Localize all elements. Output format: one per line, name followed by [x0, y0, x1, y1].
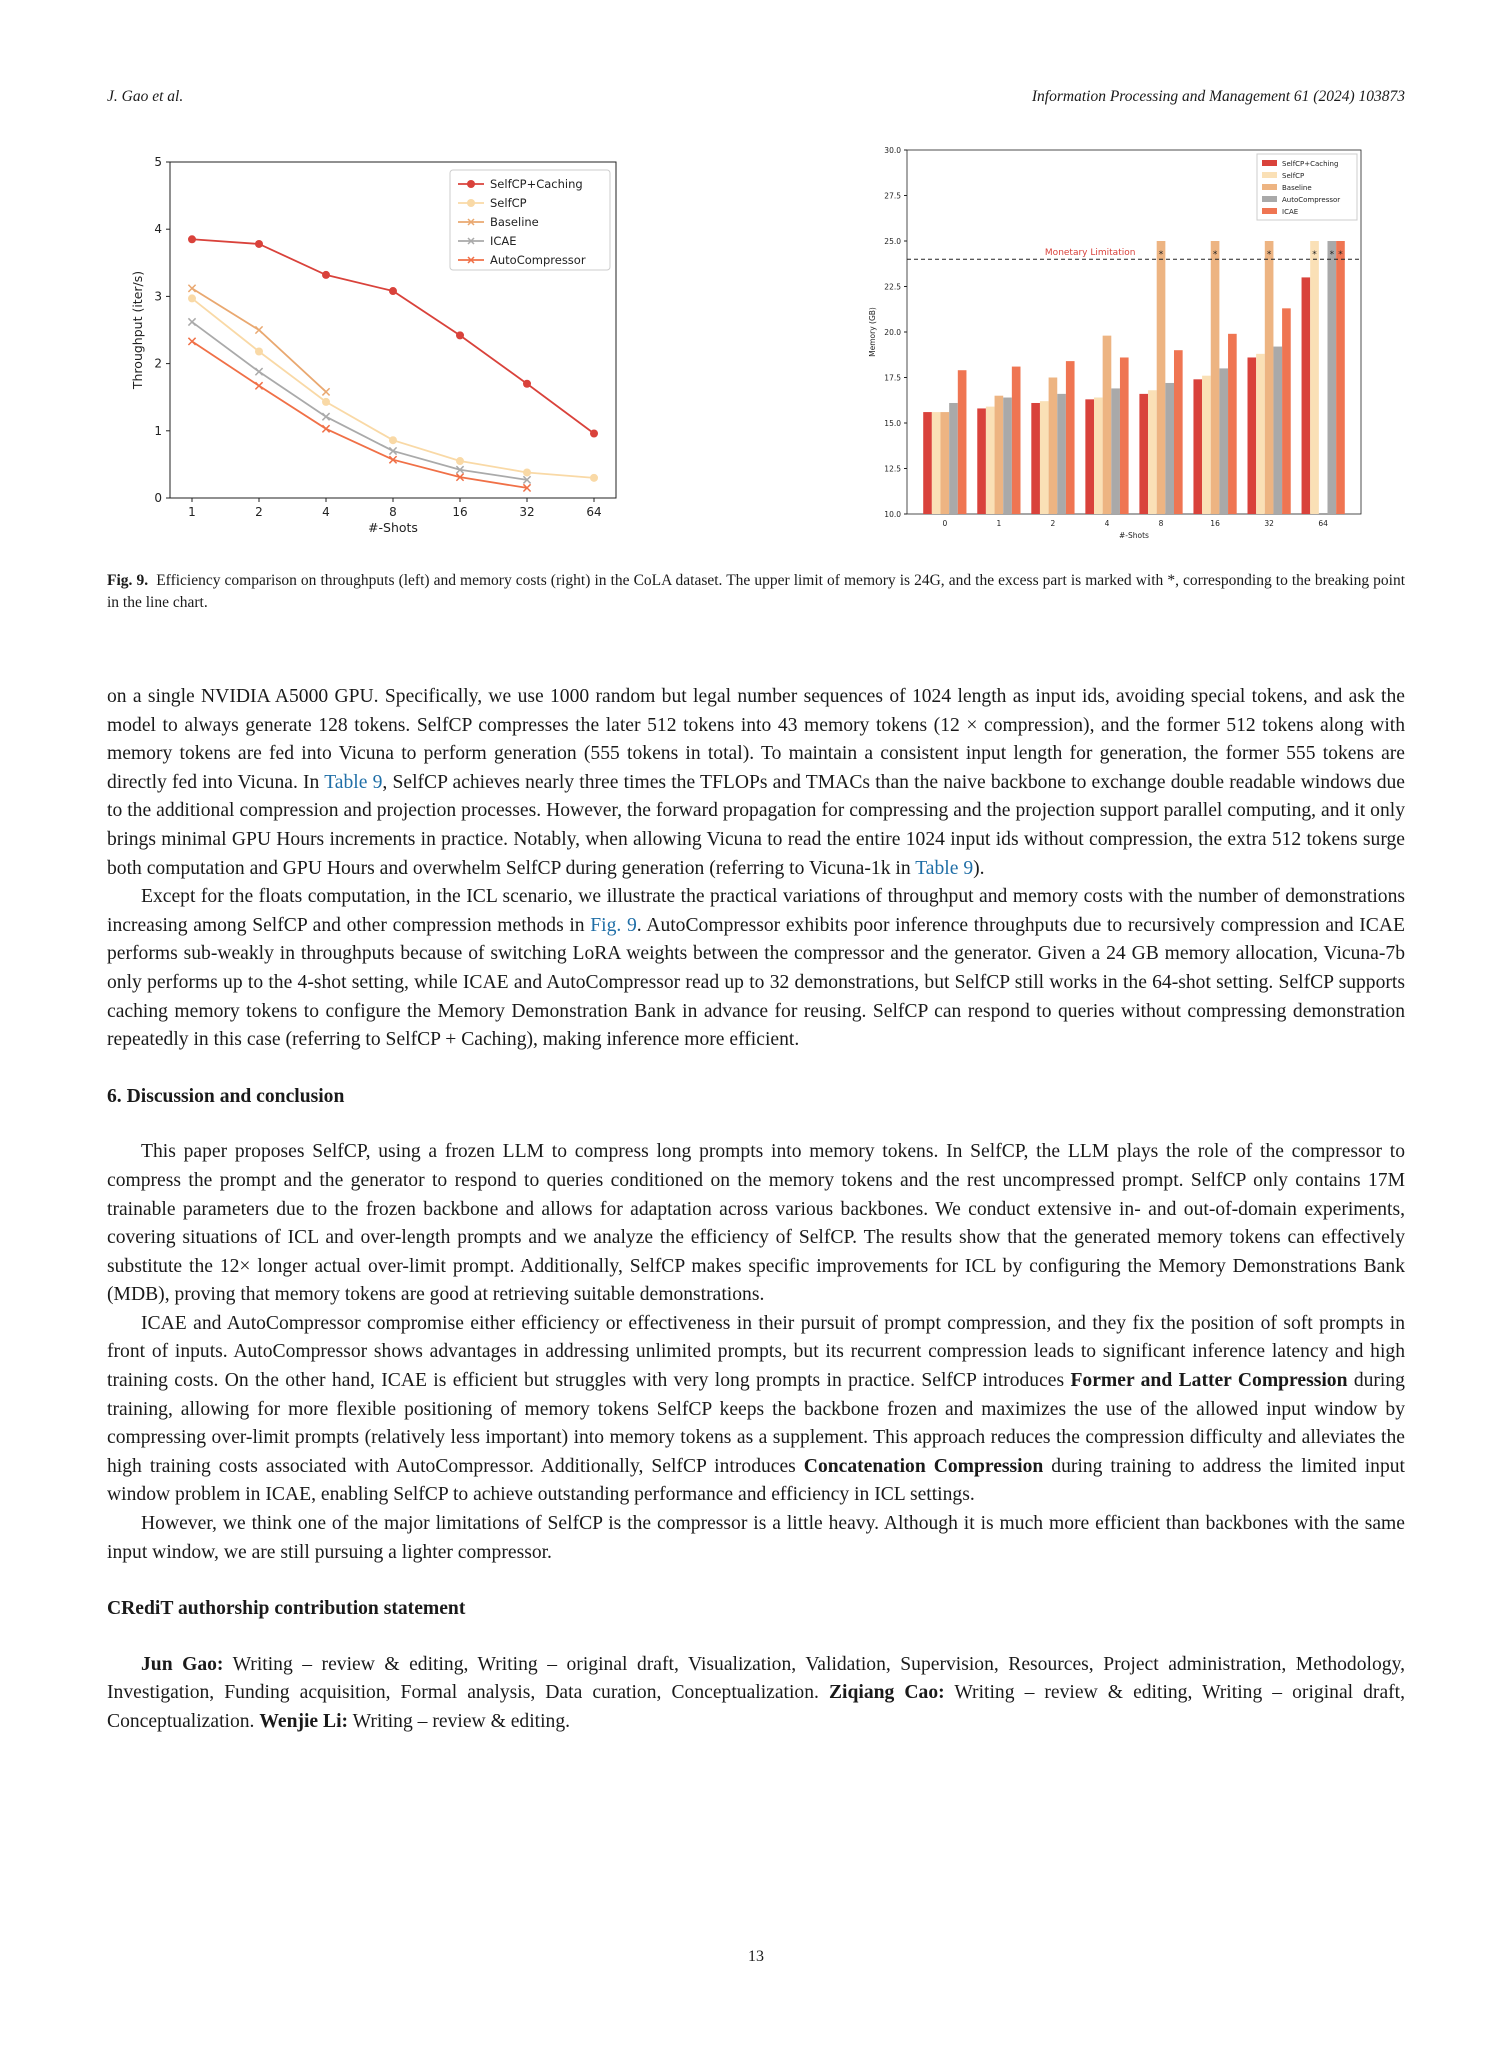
x-tick-label: 1: [188, 505, 196, 519]
legend-marker: [467, 199, 475, 207]
bar: [1282, 308, 1291, 514]
x-tick-label: 2: [255, 505, 263, 519]
bar: [1202, 376, 1211, 514]
legend-label: SelfCP+Caching: [490, 177, 583, 191]
y-tick-label: 17.5: [884, 373, 901, 383]
bar: [1219, 368, 1228, 514]
text-run: Except for the floats computation, in the ICL scenario, we illustrate the practical variations of throughput and memory costs with the number of demonstrations increasing among SelfCP and other compression methods in: [107, 886, 1405, 936]
excess-marker: *: [1212, 250, 1218, 260]
data-point: [322, 271, 330, 279]
bar: [1012, 367, 1021, 514]
data-point: [255, 240, 263, 248]
text-run: ).: [973, 857, 985, 879]
bar: [1165, 383, 1174, 514]
bar: [958, 370, 967, 514]
legend-label: SelfCP: [490, 196, 527, 210]
y-tick-label: 12.5: [884, 464, 901, 474]
bar: [1003, 398, 1012, 514]
bar: [923, 412, 932, 514]
data-point: [188, 294, 196, 302]
bar: [1057, 394, 1066, 514]
bar: [1148, 390, 1157, 514]
fig-9-link[interactable]: Fig. 9: [590, 914, 637, 936]
legend-label: SelfCP+Caching: [1282, 160, 1339, 168]
data-point: [590, 429, 598, 437]
bold-term: Former and Latter Compression: [1070, 1370, 1348, 1392]
legend-label: ICAE: [490, 234, 517, 248]
series-line: [192, 341, 527, 487]
table-9-link[interactable]: Table 9: [915, 857, 974, 879]
y-tick-label: 1: [154, 423, 162, 438]
bar: [1157, 241, 1166, 514]
caption-text: Efficiency comparison on throughputs (left) and memory costs (right) in the CoLA dataset. The upper limit of memory is 24G, and the excess part is marked with *, corresponding to the breaking point in the line chart.: [107, 572, 1406, 611]
excess-marker: *: [1266, 250, 1272, 260]
data-point: [255, 326, 262, 333]
threshold-label: Monetary Limitation: [1044, 248, 1136, 259]
bar: [1031, 403, 1040, 514]
page-number: 13: [748, 1948, 764, 1965]
legend-swatch: [1262, 184, 1277, 190]
bar: [1174, 350, 1183, 514]
bar: [986, 407, 995, 514]
excess-marker: *: [1312, 250, 1317, 260]
series-line: [192, 288, 326, 391]
bar: [1103, 336, 1112, 514]
bar: [1111, 388, 1120, 514]
bold-term: Concatenation Compression: [803, 1455, 1044, 1477]
legend-label: SelfCP: [1282, 172, 1305, 180]
section-heading: 6. Discussion and conclusion: [107, 1085, 345, 1107]
y-tick-label: 15.0: [884, 419, 901, 428]
y-tick-label: 2: [154, 356, 162, 371]
legend-swatch: [1262, 160, 1277, 166]
legend-label: AutoCompressor: [1282, 196, 1341, 204]
data-point: [255, 368, 262, 375]
legend-swatch: [1262, 208, 1277, 214]
table-9-link[interactable]: Table 9: [324, 771, 383, 793]
x-tick-label: 4: [1104, 519, 1110, 528]
data-point: [523, 380, 531, 388]
legend-label: Baseline: [490, 215, 539, 229]
y-axis-label: Memory (GB): [868, 307, 877, 357]
author-name: Ziqiang Cao:: [828, 1682, 945, 1704]
text-run: ICAE and AutoCompressor compromise either efficiency or effectiveness in their pursuit of prompt compression, and they fix the position of soft prompts in front of inputs. AutoCompressor shows advantages in addressing unlimited prompts, but its recurrent compression leads to significant inference latency and high training costs. On the other hand, ICAE is efficient but struggles with very long prompts in practice. SelfCP introduces: [107, 1312, 1405, 1392]
y-tick-label: 30.0: [884, 146, 901, 155]
body-text: [107, 683, 1405, 1737]
bar: [1336, 241, 1345, 514]
legend-label: Baseline: [1282, 184, 1312, 192]
bar: [941, 412, 950, 514]
throughput-line-chart: [132, 150, 632, 542]
data-point: [322, 398, 330, 406]
x-axis-label: #-Shots: [1119, 531, 1149, 540]
paragraph: [107, 683, 1405, 883]
header-authors: J. Gao et al.: [107, 88, 184, 105]
data-point: [188, 285, 195, 292]
y-tick-label: 10.0: [884, 510, 901, 519]
legend-label: ICAE: [1282, 208, 1299, 216]
bar: [1211, 241, 1220, 514]
data-point: [255, 348, 263, 356]
legend-label: AutoCompressor: [490, 253, 586, 267]
caption-label: Fig. 9.: [107, 572, 149, 589]
y-tick-label: 25.0: [884, 237, 901, 246]
x-tick-label: 2: [1050, 519, 1056, 528]
bar: [1193, 379, 1202, 514]
x-tick-label: 8: [389, 505, 397, 519]
series-line: [192, 322, 527, 480]
x-tick-label: 64: [586, 505, 602, 519]
bar: [1139, 394, 1148, 514]
section-heading: CRediT authorship contribution statement: [107, 1598, 466, 1620]
excess-marker: *: [1329, 250, 1335, 260]
figure-caption: [107, 570, 1405, 614]
y-tick-label: 0: [154, 491, 162, 505]
y-tick-label: 20.0: [884, 328, 901, 337]
bar: [1040, 401, 1049, 514]
y-axis-label: Throughput (iter/s): [130, 270, 145, 390]
bar: [1327, 241, 1336, 514]
text-run: Writing – review & editing, Writing – original draft, Visualization, Validation, Supervision, Resources, Project administration, Methodology, Investigation, Funding acquisition, Formal analysis, Data curation, Conceptualization.: [107, 1653, 1405, 1704]
paragraph: [107, 1310, 1405, 1510]
bar: [1248, 357, 1257, 514]
author-name: Jun Gao:: [141, 1653, 224, 1675]
bar: [932, 412, 941, 514]
text-run: during training, allowing for more flexible positioning of memory tokens SelfCP keeps the backbone frozen and maximizes the use of the allowed input window by compressing over-limit prompts (relatively less important) into memory tokens as a supplement. This approach reduces the compression difficulty and alleviates the high training costs associated with AutoCompressor. Additionally, SelfCP introduces: [107, 1370, 1405, 1477]
bar: [1310, 241, 1319, 514]
running-header: [107, 88, 1405, 112]
bar: [1228, 334, 1237, 514]
x-tick-label: 0: [942, 519, 948, 528]
x-tick-label: 32: [1264, 519, 1274, 528]
text-run: Writing – review & editing, Writing – original draft, Conceptualization.: [107, 1682, 1406, 1732]
data-point: [523, 468, 531, 476]
bar: [1265, 241, 1274, 514]
bar: [1256, 354, 1265, 514]
x-tick-label: 32: [519, 505, 535, 519]
x-tick-label: 64: [1318, 519, 1328, 528]
text-run: , SelfCP achieves nearly three times the TFLOPs and TMACs than the naive backbone to exchange double readable windows due to the additional compression and projection processes. However, the forward propagation for compressing and the projection support parallel computing, and it only brings minimal GPU Hours increments in practice. Notably, when allowing Vicuna to read the entire 1024 input ids without compression, the extra 512 tokens surge both computation and GPU Hours and overwhelm SelfCP during generation (referring to Vicuna-1k in: [107, 771, 1405, 879]
bar: [1094, 398, 1103, 514]
bar: [1273, 347, 1282, 514]
bar: [949, 403, 958, 514]
header-journal: Information Processing and Management 61 (2024) 103873: [1031, 88, 1405, 105]
memory-bar-chart: [865, 140, 1365, 546]
data-point: [456, 331, 464, 339]
data-point: [389, 436, 397, 444]
bar: [1085, 399, 1094, 514]
bar: [1049, 378, 1058, 515]
x-axis-label: #-Shots: [368, 520, 418, 535]
y-tick-label: 5: [154, 155, 162, 169]
bar: [995, 396, 1004, 514]
credit-paragraph: [107, 1651, 1405, 1737]
legend-marker: [467, 180, 475, 188]
y-tick-label: 22.5: [884, 282, 901, 292]
x-tick-label: 16: [1210, 519, 1220, 528]
text-run: . AutoCompressor exhibits poor inference throughputs due to recursively compression and ICAE performs sub-weakly in throughputs because of switching LoRA weights between the compressor and the generator. Given a 24 GB memory allocation, Vicuna-7b only performs up to the 4-shot setting, while ICAE and AutoCompressor read up to 32 demonstrations, but SelfCP still works in the 64-shot setting. SelfCP supports caching memory tokens to configure the Memory Demonstration Bank in advance for reusing. SelfCP can respond to queries without compressing demonstration repeatedly in this case (referring to SelfCP + Caching), making inference more efficient.: [107, 914, 1405, 1051]
data-point: [188, 235, 196, 243]
data-point: [188, 318, 195, 325]
bar: [977, 408, 986, 514]
text-run: during training to address the limited input window problem in ICAE, enabling SelfCP to achieve outstanding performance and efficiency in ICL settings.: [107, 1455, 1405, 1506]
data-point: [590, 474, 598, 482]
author-name: Wenjie Li:: [259, 1711, 349, 1732]
data-point: [389, 287, 397, 295]
paragraph: However, we think one of the major limitations of SelfCP is the compressor is a little heavy. Although it is much more efficient than backbones with the same input window, we are still pursuing a lighter compressor.: [107, 1513, 1405, 1563]
data-point: [456, 457, 464, 465]
data-point: [255, 382, 262, 389]
y-tick-label: 3: [154, 289, 162, 304]
data-point: [322, 425, 329, 432]
y-tick-label: 27.5: [884, 191, 901, 201]
x-tick-label: 8: [1158, 519, 1164, 528]
y-tick-label: 4: [154, 222, 162, 237]
bar: [1066, 361, 1075, 514]
paragraph: This paper proposes SelfCP, using a frozen LLM to compress long prompts into memory tokens. In SelfCP, the LLM plays the role of the compressor to compress the prompt and the generator to respond to queries conditioned on the memory tokens and the rest uncompressed prompt. SelfCP only contains 17M trainable parameters due to the frozen backbone and allows for adaptation across various backbones. We conduct extensive in- and out-of-domain experiments, covering situations of ICL and over-length prompts and we analyze the efficiency of SelfCP. The results show that the generated memory tokens can effectively substitute the 12× longer actual over-limit prompt. Additionally, SelfCP makes specific improvements for ICL by configuring the Memory Demonstrations Bank (MDB), proving that memory tokens are good at retrieving suitable demonstrations.: [107, 1141, 1405, 1306]
x-tick-label: 16: [452, 505, 468, 519]
x-tick-label: 4: [322, 505, 330, 519]
legend-swatch: [1262, 196, 1277, 202]
data-point: [188, 338, 195, 345]
data-point: [322, 413, 329, 420]
bar: [1120, 357, 1129, 514]
excess-marker: *: [1338, 250, 1343, 260]
data-point: [322, 388, 329, 395]
x-tick-label: 1: [996, 519, 1002, 528]
legend-swatch: [1262, 172, 1277, 178]
paragraph: [107, 883, 1405, 1055]
excess-marker: *: [1158, 250, 1164, 260]
text-run: Writing – review & editing.: [348, 1711, 571, 1732]
bar: [1302, 277, 1311, 514]
text-run: on a single NVIDIA A5000 GPU. Specifically, we use 1000 random but legal number sequences of 1024 length as input ids, avoiding special tokens, and ask the model to always generate 128 tokens. SelfCP compresses the later 512 tokens into 43 memory tokens (12 × compression), and the former 512 tokens along with memory tokens are fed into Vicuna to perform generation (555 tokens in total). To maintain a consistent input length for generation, the former 555 tokens are directly fed into Vicuna. In: [107, 686, 1405, 793]
